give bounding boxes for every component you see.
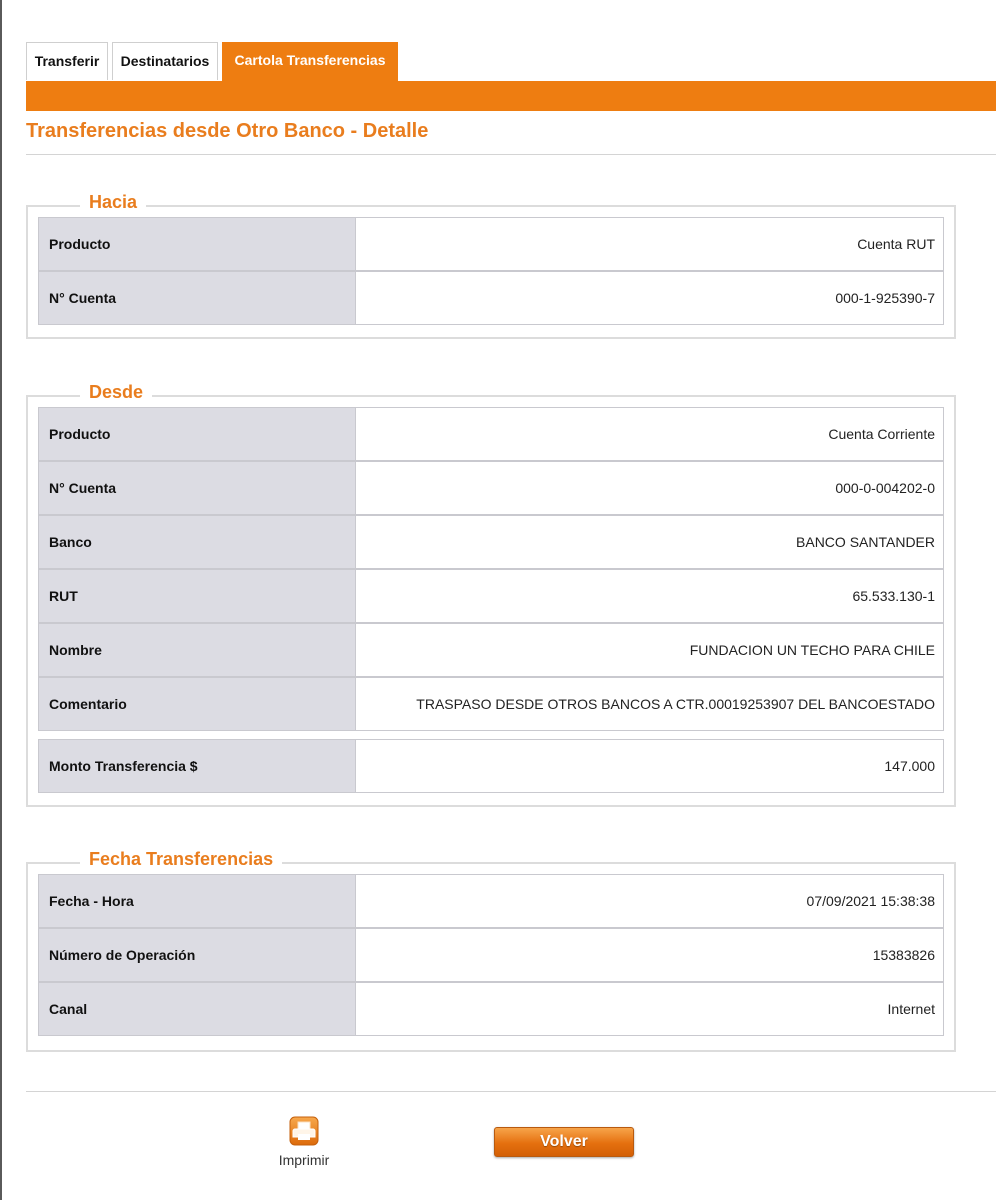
- divider: [26, 1091, 996, 1092]
- row-label: Nombre: [38, 623, 356, 677]
- row-value: Cuenta Corriente: [356, 407, 944, 461]
- detail-row-rut: [38, 569, 944, 623]
- row-label: Producto: [38, 407, 356, 461]
- printer-icon: [289, 1116, 319, 1146]
- row-value: BANCO SANTANDER: [356, 515, 944, 569]
- detail-row-cuenta: [38, 461, 944, 515]
- detail-row-fecha-hora: [38, 874, 944, 928]
- row-label: Producto: [38, 217, 356, 271]
- row-value: 000-1-925390-7: [356, 271, 944, 325]
- section-fecha-transferencias: [26, 849, 956, 1052]
- row-value: Internet: [356, 982, 944, 1036]
- section-legend-desde: Desde: [80, 382, 152, 403]
- row-label: Comentario: [38, 677, 356, 731]
- volver-button[interactable]: Volver: [494, 1127, 634, 1157]
- section-legend-hacia: Hacia: [80, 192, 146, 213]
- detail-row-canal: [38, 982, 944, 1036]
- row-value: 15383826: [356, 928, 944, 982]
- detail-row-monto: [38, 739, 944, 793]
- row-value: TRASPASO DESDE OTROS BANCOS A CTR.00019253907 DEL BANCOESTADO: [356, 677, 944, 731]
- row-label: Banco: [38, 515, 356, 569]
- row-label: N° Cuenta: [38, 271, 356, 325]
- row-label: Monto Transferencia $: [38, 739, 356, 793]
- row-value: 65.533.130-1: [356, 569, 944, 623]
- detail-row-numero-operacion: [38, 928, 944, 982]
- detail-row-cuenta: [38, 271, 944, 325]
- row-value: 000-0-004202-0: [356, 461, 944, 515]
- print-button[interactable]: [272, 1116, 336, 1178]
- tab-transferir[interactable]: Transferir: [26, 42, 108, 80]
- section-desde: [26, 382, 956, 807]
- tab-bar: [26, 81, 996, 111]
- print-label: Imprimir: [278, 1152, 330, 1168]
- tab-cartola-transferencias[interactable]: Cartola Transferencias: [222, 42, 398, 82]
- page-title: Transferencias desde Otro Banco - Detalle: [26, 120, 429, 142]
- row-value: Cuenta RUT: [356, 217, 944, 271]
- detail-row-comentario: [38, 677, 944, 731]
- section-legend-fecha: Fecha Transferencias: [80, 849, 282, 870]
- row-label: Fecha - Hora: [38, 874, 356, 928]
- divider: [26, 154, 996, 155]
- row-value: FUNDACION UN TECHO PARA CHILE: [356, 623, 944, 677]
- row-value: 07/09/2021 15:38:38: [356, 874, 944, 928]
- row-value: 147.000: [356, 739, 944, 793]
- left-border: [0, 0, 2, 1200]
- row-label: RUT: [38, 569, 356, 623]
- row-label: N° Cuenta: [38, 461, 356, 515]
- detail-row-producto: [38, 407, 944, 461]
- tab-destinatarios[interactable]: Destinatarios: [112, 42, 218, 80]
- detail-row-nombre: [38, 623, 944, 677]
- section-hacia: [26, 192, 956, 339]
- row-label: Número de Operación: [38, 928, 356, 982]
- row-label: Canal: [38, 982, 356, 1036]
- detail-row-banco: [38, 515, 944, 569]
- detail-row-producto: [38, 217, 944, 271]
